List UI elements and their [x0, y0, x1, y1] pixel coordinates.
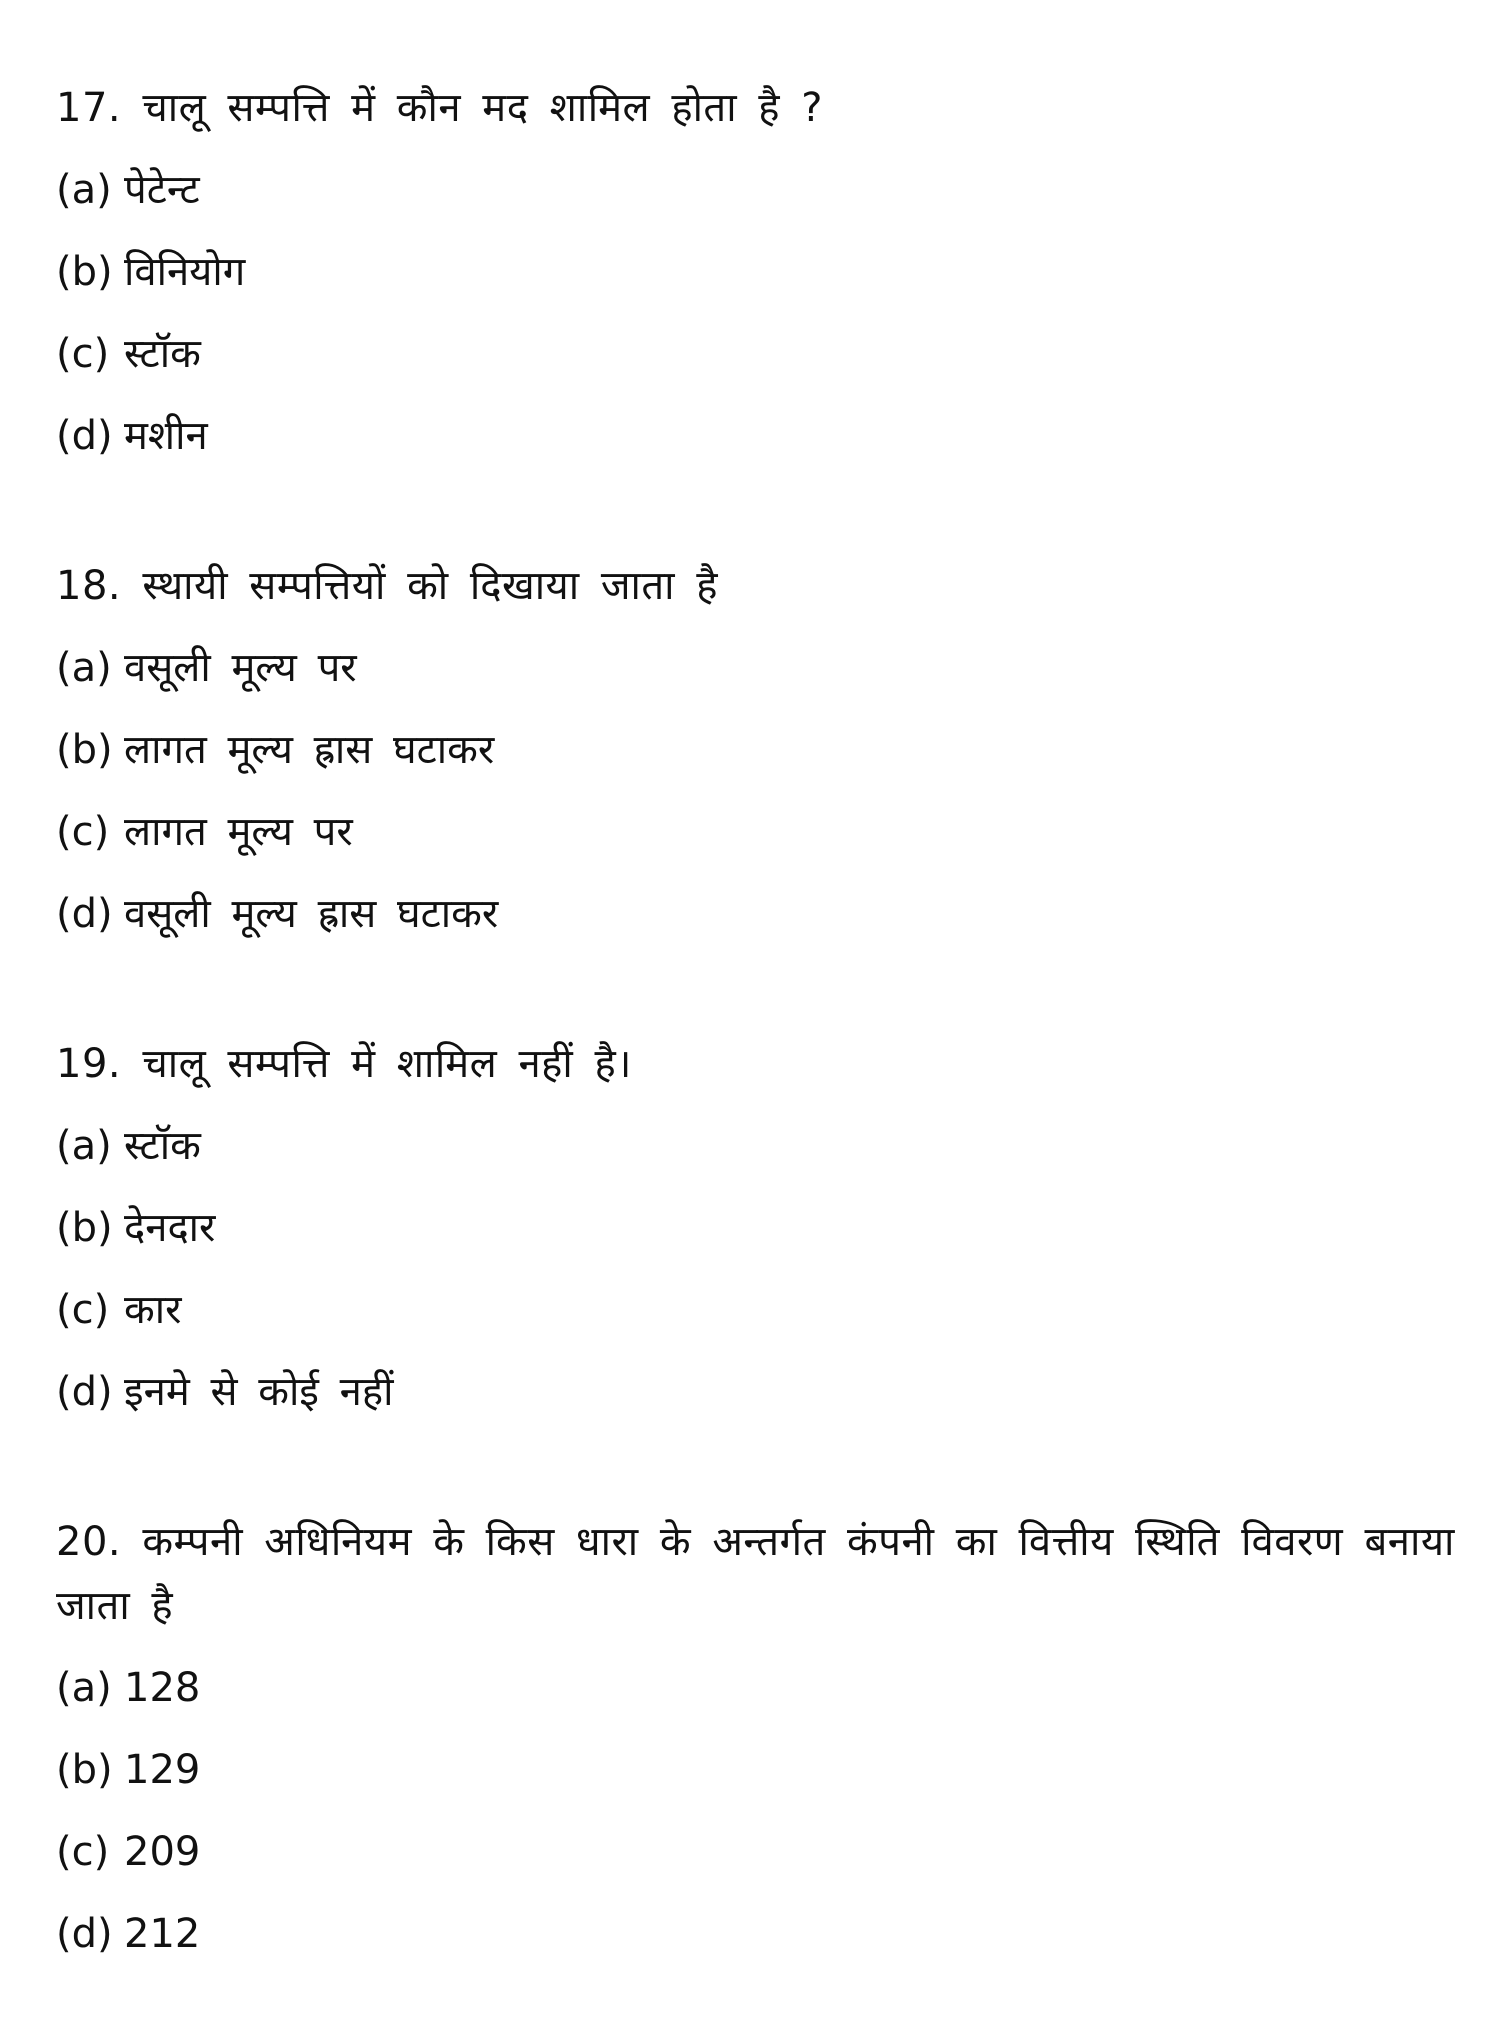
option-key: (b): [56, 1205, 113, 1251]
option-key: (d): [56, 1911, 113, 1957]
option-key: (d): [56, 1369, 113, 1415]
option-d: [56, 1902, 1456, 1966]
option-text: स्टॉक: [124, 331, 201, 377]
option-b: [56, 718, 1456, 782]
option-c: [56, 1820, 1456, 1884]
option-a: [56, 158, 1456, 222]
option-key: (a): [56, 1665, 112, 1711]
option-c: [56, 322, 1456, 386]
question-stem: 19. चालू सम्पत्ति में शामिल नहीं है।: [56, 1041, 632, 1087]
option-b: [56, 1738, 1456, 1802]
option-key: (c): [56, 809, 110, 855]
option-key: (c): [56, 331, 110, 377]
option-text: 209: [124, 1829, 201, 1875]
option-key: (b): [56, 727, 113, 773]
option-key: (a): [56, 167, 112, 213]
option-text: 128: [124, 1665, 201, 1711]
option-text: वसूली मूल्य पर: [124, 645, 357, 691]
option-text: 212: [124, 1911, 201, 1957]
option-text: लागत मूल्य पर: [124, 809, 353, 855]
question-18: [56, 554, 1456, 946]
option-c: [56, 800, 1456, 864]
question-19: [56, 1032, 1456, 1424]
option-key: (d): [56, 413, 113, 459]
option-text: कार: [124, 1287, 182, 1333]
option-key: (c): [56, 1287, 110, 1333]
option-d: [56, 404, 1456, 468]
option-d: [56, 882, 1456, 946]
option-key: (b): [56, 249, 113, 295]
option-key: (d): [56, 891, 113, 937]
option-text: 129: [124, 1747, 201, 1793]
option-text: पेटेन्ट: [124, 167, 200, 213]
question-stem: 17. चालू सम्पत्ति में कौन मद शामिल होता है ?: [56, 85, 823, 131]
question-20: [56, 1510, 1456, 1966]
option-text: लागत मूल्य ह्रास घटाकर: [124, 727, 495, 773]
option-text: देनदार: [124, 1205, 216, 1251]
option-a: [56, 1656, 1456, 1720]
question-stem: 18. स्थायी सम्पत्तियों को दिखाया जाता है: [56, 563, 718, 609]
option-b: [56, 240, 1456, 304]
option-a: [56, 636, 1456, 700]
option-text: वसूली मूल्य ह्रास घटाकर: [124, 891, 499, 937]
option-text: विनियोग: [124, 249, 246, 295]
question-stem: 20. कम्पनी अधिनियम के किस धारा के अन्तर्गत कंपनी का वित्तीय स्थिति विवरण बनाया जाता है: [56, 1519, 1455, 1629]
option-text: मशीन: [124, 413, 208, 459]
option-text: इनमे से कोई नहीं: [124, 1369, 394, 1415]
question-page: [56, 76, 1456, 1966]
option-d: [56, 1360, 1456, 1424]
option-key: (c): [56, 1829, 110, 1875]
option-b: [56, 1196, 1456, 1260]
option-text: स्टॉक: [124, 1123, 201, 1169]
question-17: [56, 76, 1456, 468]
option-key: (a): [56, 645, 112, 691]
option-key: (b): [56, 1747, 113, 1793]
option-key: (a): [56, 1123, 112, 1169]
option-a: [56, 1114, 1456, 1178]
option-c: [56, 1278, 1456, 1342]
